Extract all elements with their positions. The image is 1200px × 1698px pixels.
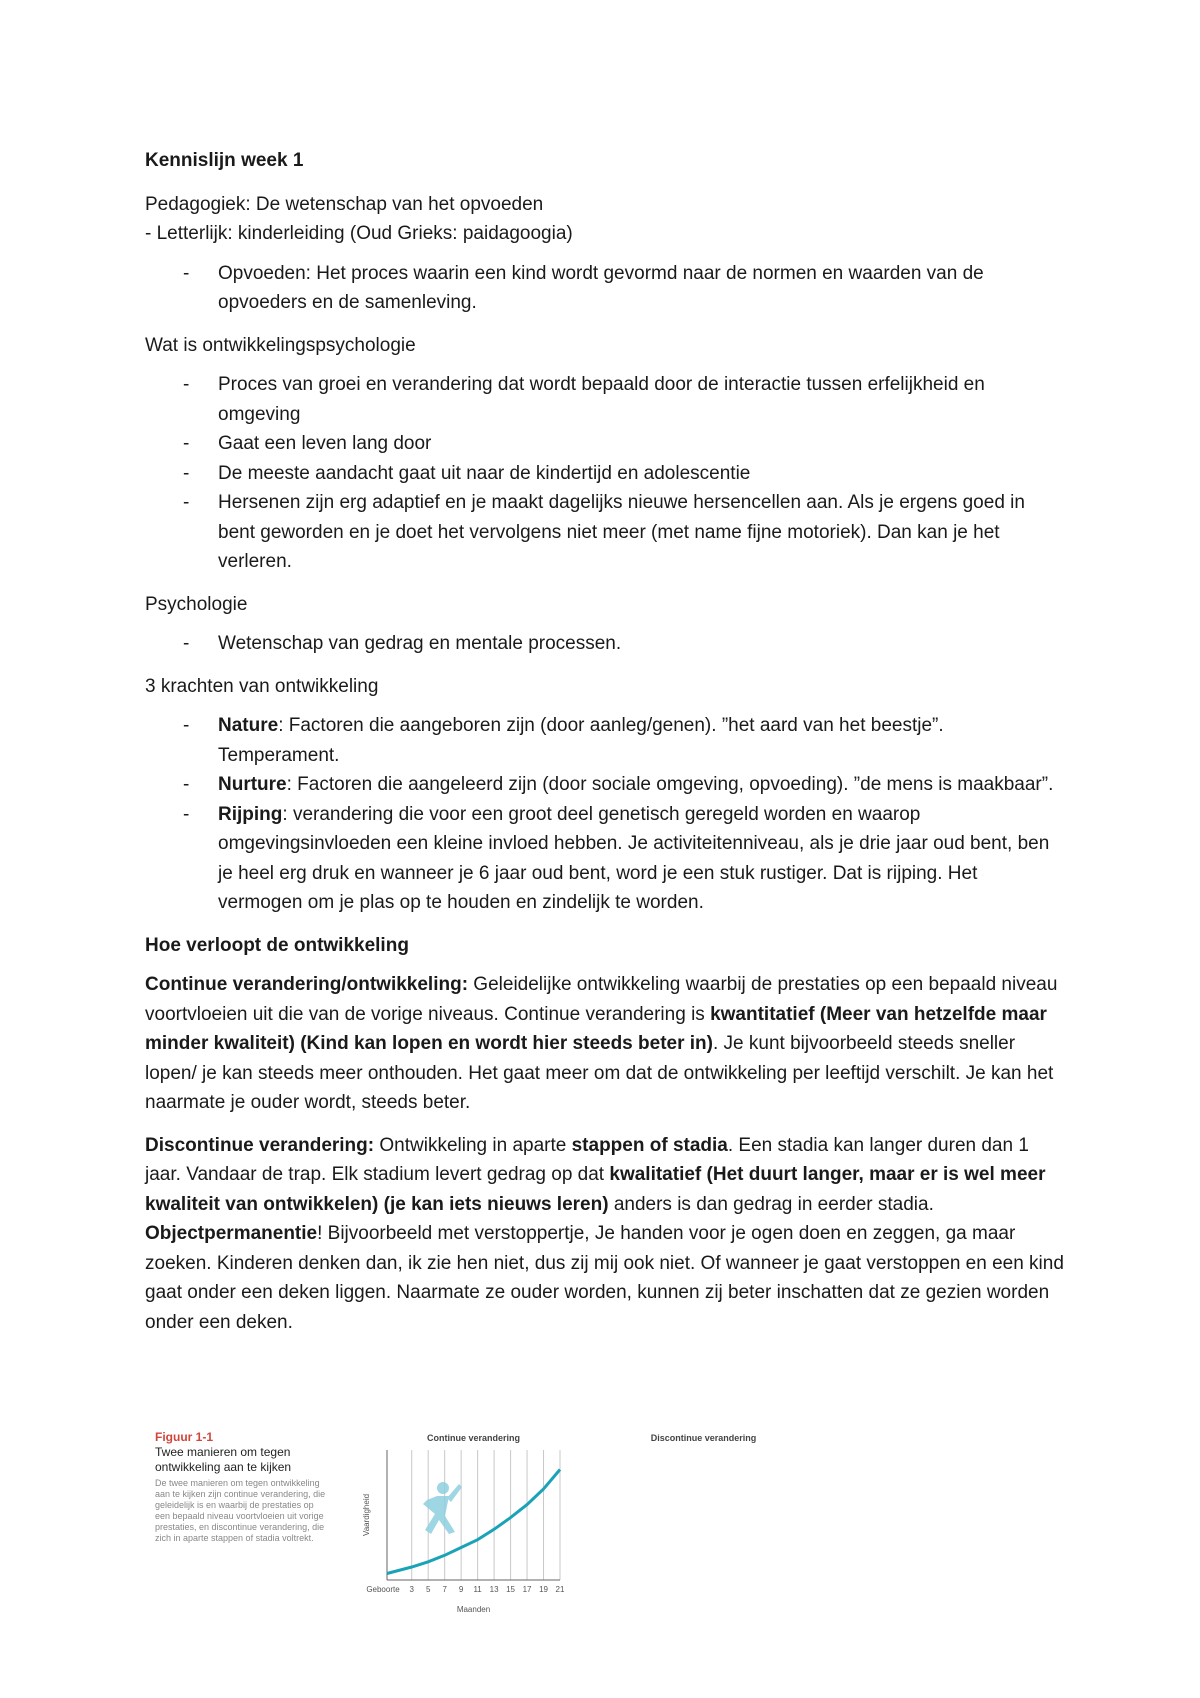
x-tick-label: 19 — [539, 1585, 548, 1594]
list-item: - Rijping: verandering die voor een groot deel genetisch geregeld worden en waarop omgevingsinvloeden een kleine invloed hebben. Je activiteitenniveau, als je drie jaar oud bent, ben je heel erg druk en wanneer je 6 jaar oud bent, word je een stuk rustiger. Dat is rijping. Het vermogen om je plas op te houden en zindelijk te worden. — [183, 803, 1050, 913]
list-item: - Nurture: Factoren die aangeleerd zijn (door sociale omgeving, opvoeding). ”de mens is maakbaar”. — [183, 774, 1054, 795]
document-page — [145, 146, 1065, 1350]
paragraph-discontinue: Discontinue verandering: Ontwikkeling in aparte stappen of stadia. Een stadia kan langer duren dan 1 jaar. Vandaar de trap. Elk stadium levert gedrag op dat kwalitatief (Het duurt langer, maar er is wel meer kwaliteit van ontwikkelen) (je kan iets nieuws leren) anders is dan gedrag in eerder stadia. Objectpermanentie! Bijvoorbeeld met verstoppertje, Je handen voor je ogen doen en zeggen, ga maar zoeken. Kinderen denken dan, ik zie hen niet, dus zij mij ook niet. Of wanneer je gaat verstoppen en een kind gaat onder een deken liggen. Naarmate ze ouder worden, kunnen zij beter inschatten dat ze gezien worden onder een deken. — [145, 1134, 1064, 1333]
chart-discontinue — [585, 1430, 800, 1620]
figure-label: Figuur 1-1 — [155, 1430, 214, 1444]
list-item: - De meeste aandacht gaat uit naar de kindertijd en adolescentie — [183, 462, 751, 484]
y-axis-label: Vaardigheid — [362, 1493, 371, 1537]
x-tick-label: 7 — [442, 1585, 447, 1594]
figure-1-1 — [155, 1430, 805, 1630]
krachten-list — [145, 711, 1065, 918]
section-heading-pedagogiek: Pedagogiek: De wetenschap van het opvoeden — [145, 193, 544, 215]
list-item: - Wetenschap van gedrag en mentale processen. — [183, 633, 622, 654]
figure-caption — [155, 1430, 330, 1544]
list-item: - Hersenen zijn erg adaptief en je maakt dagelijks nieuwe hersencellen aan. Als je ergens goed in bent geworden en je doet het vervolgens niet meer (met name fijne motoriek). Dan kan je het verleren. — [183, 492, 1025, 572]
x-tick-label: 11 — [473, 1585, 482, 1594]
x-tick-label: 15 — [506, 1585, 516, 1594]
pedagogiek-sub: - Letterlijk: kinderleiding (Oud Grieks: paidagoogia) — [145, 223, 573, 244]
psychologie-list — [145, 629, 1065, 659]
section-heading-psychologie: Psychologie — [145, 593, 248, 615]
section-heading-verloop: Hoe verloopt de ontwikkeling — [145, 934, 409, 956]
x-tick-label: 5 — [425, 1585, 431, 1594]
child-figure-icon — [423, 1482, 462, 1534]
x-tick-label: 13 — [489, 1585, 499, 1594]
chart-title: Discontinue verandering — [650, 1433, 757, 1443]
list-item: - Proces van groei en verandering dat wordt bepaald door de interactie tussen erfelijkheid en omgeving — [183, 374, 985, 425]
chart-title: Continue verandering — [426, 1433, 521, 1443]
list-item: - Gaat een leven lang door — [183, 433, 432, 454]
section-heading-krachten: 3 krachten van ontwikkeling — [145, 675, 379, 697]
x-tick-label: 17 — [522, 1585, 532, 1594]
x-axis-label: Maanden — [456, 1605, 491, 1614]
section-heading-ontwikkelingspsychologie: Wat is ontwikkelingspsychologie — [145, 334, 416, 356]
list-item: - Opvoeden: Het proces waarin een kind wordt gevormd naar de normen en waarden van de opvoeders en de samenleving. — [183, 262, 984, 313]
x-tick-label: 3 — [409, 1585, 414, 1594]
x-tick-label: Geboorte — [366, 1585, 400, 1594]
chart-continue — [355, 1430, 570, 1620]
series-line — [387, 1470, 560, 1574]
pedagogiek-list — [145, 259, 1065, 318]
list-item: - Nature: Factoren die aangeboren zijn (door aanleg/genen). ”het aard van het beestje”. Temperament. — [183, 715, 944, 766]
document-title: Kennislijn week 1 — [145, 150, 304, 171]
x-tick-label: 21 — [555, 1585, 565, 1594]
figure-body: De twee manieren om tegen ontwikkeling aan te kijken zijn continue verandering, die geleidelijk is en waarbij de prestaties op een bepaald niveau voortvloeien uit vorige prestaties, en discontinue verandering, die zich in aparte stappen of stadia voltrekt. — [155, 1478, 326, 1543]
x-tick-label: 9 — [458, 1585, 464, 1594]
figure-heading: Twee manieren om tegen ontwikkeling aan te kijken — [155, 1445, 292, 1474]
paragraph-continue: Continue verandering/ontwikkeling: Geleidelijke ontwikkeling waarbij de prestaties op een bepaald niveau voortvloeien uit die van de vorige niveaus. Continue verandering is kwantitatief (Meer van hetzelfde maar minder kwaliteit) (Kind kan lopen en wordt hier steeds beter in). Je kunt bijvoorbeeld steeds sneller lopen/ je kan steeds meer onthouden. Het gaat meer om dat de ontwikkeling per leeftijd verschilt. Je kan het naarmate je ouder wordt, steeds beter. — [145, 974, 1058, 1113]
ontwikkelingspsychologie-list — [145, 370, 1065, 577]
